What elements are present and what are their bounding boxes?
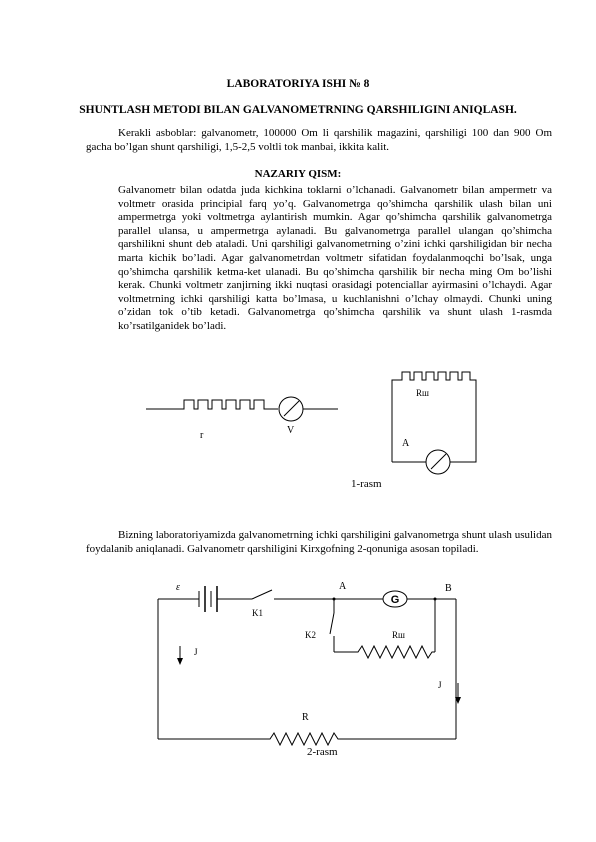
fig2-shunt-label: Rш (392, 630, 405, 640)
fig2-key2-label: K2 (305, 630, 316, 640)
fig1-caption: 1-rasm (351, 478, 382, 490)
fig2-node-a-label: A (339, 581, 347, 592)
fig2-current-left-label: J (194, 647, 198, 657)
equipment-paragraph: Kerakli asboblar: galvanometr, 100000 Om li qarshilik magazini, qarshiligi 100 dan 900 Om gacha bo’lgan shunt qarshiligi, 1,5-2,5 voltli tok manbai, ikkita kalit. (86, 127, 552, 153)
theory-paragraph: Galvanometr bilan odatda juda kichkina toklarni o’lchanadi. Galvanometr bilan ampermetr va voltmetr orasida principial farq yo’q. Galvanometrga qo’shimcha qarshilik ulash bilan uni ampermetrga yoki voltmetrga aylantirish mumkin. Agar qo’shimcha qarshilik galvanometrga parallel ulansa, u ampermetrga aylanadi. Bu galvanometrga parallel ulangan qo’shimcha qarshilikni shunt deb ataladi. Uni qarshiligi galvanometrning o’zini ichki qarshiligidan bir necha marta kichik bo’ladi. Agar galvanometrdan voltmetr sifatidan foydalanmoqchi bo’lsak, unga qo’shimcha qarshilik ketma-ket ulanadi. Bu qo’shimcha qarshilik bir necha ming Om bo’lishi kerak. Chunki voltmetr zanjirning ikki nuqtasi orasidagi potenciallar ayirmasini o’lchaydi. Agar voltmetrning ichki qarshiligi katta bo’lmasa, u kuchlanishni o’lchay olmaydi. Chunki uning o’zidan tok o’tib ketadi. Galvanometrga qo’shimcha qarshilik va shunt ulash 1-rasmda ko’rsatilganidek bo’ladi. (118, 184, 552, 332)
fig2-resistor-label: R (302, 712, 309, 723)
fig1-a-label: A (402, 438, 410, 449)
lab-subtitle: SHUNTLASH METODI BILAN GALVANOMETRNING QARSHILIGINI ANIQLASH. (79, 104, 517, 116)
fig2-current-right-label: J (438, 680, 442, 690)
fig2-node-a-dot (333, 598, 336, 601)
lab-paragraph: Bizning laboratoriyamizda galvanometrning ichki qarshiligini galvanometrga shunt ulash usulidan foydalanib aniqlanadi. Galvanometr qarshiligini Kirxgofning 2-qonuniga asosan topiladi. (86, 529, 552, 555)
fig2-node-b-label: B (445, 583, 452, 594)
fig2-key1 (252, 590, 272, 599)
theory-heading: NAZARIY QISM: (254, 168, 342, 180)
fig1-r-label: r (200, 430, 204, 441)
fig2-emf-label: ε (176, 582, 180, 593)
fig1-shunt-label: Rш (416, 388, 429, 398)
fig2-shunt-resistor (334, 646, 435, 658)
fig2-key2 (330, 613, 334, 634)
fig2-key1-label: K1 (252, 608, 263, 618)
fig2-resistor-r (158, 733, 456, 745)
fig2-galvanometer-label: G (390, 594, 400, 606)
fig2-arrowhead-left (177, 658, 183, 665)
fig2-caption: 2-rasm (307, 746, 338, 758)
fig2-node-b-dot (434, 598, 437, 601)
fig1-v-label: V (287, 425, 295, 436)
lab-title: LABORATORIYA ISHI № 8 (226, 78, 370, 90)
